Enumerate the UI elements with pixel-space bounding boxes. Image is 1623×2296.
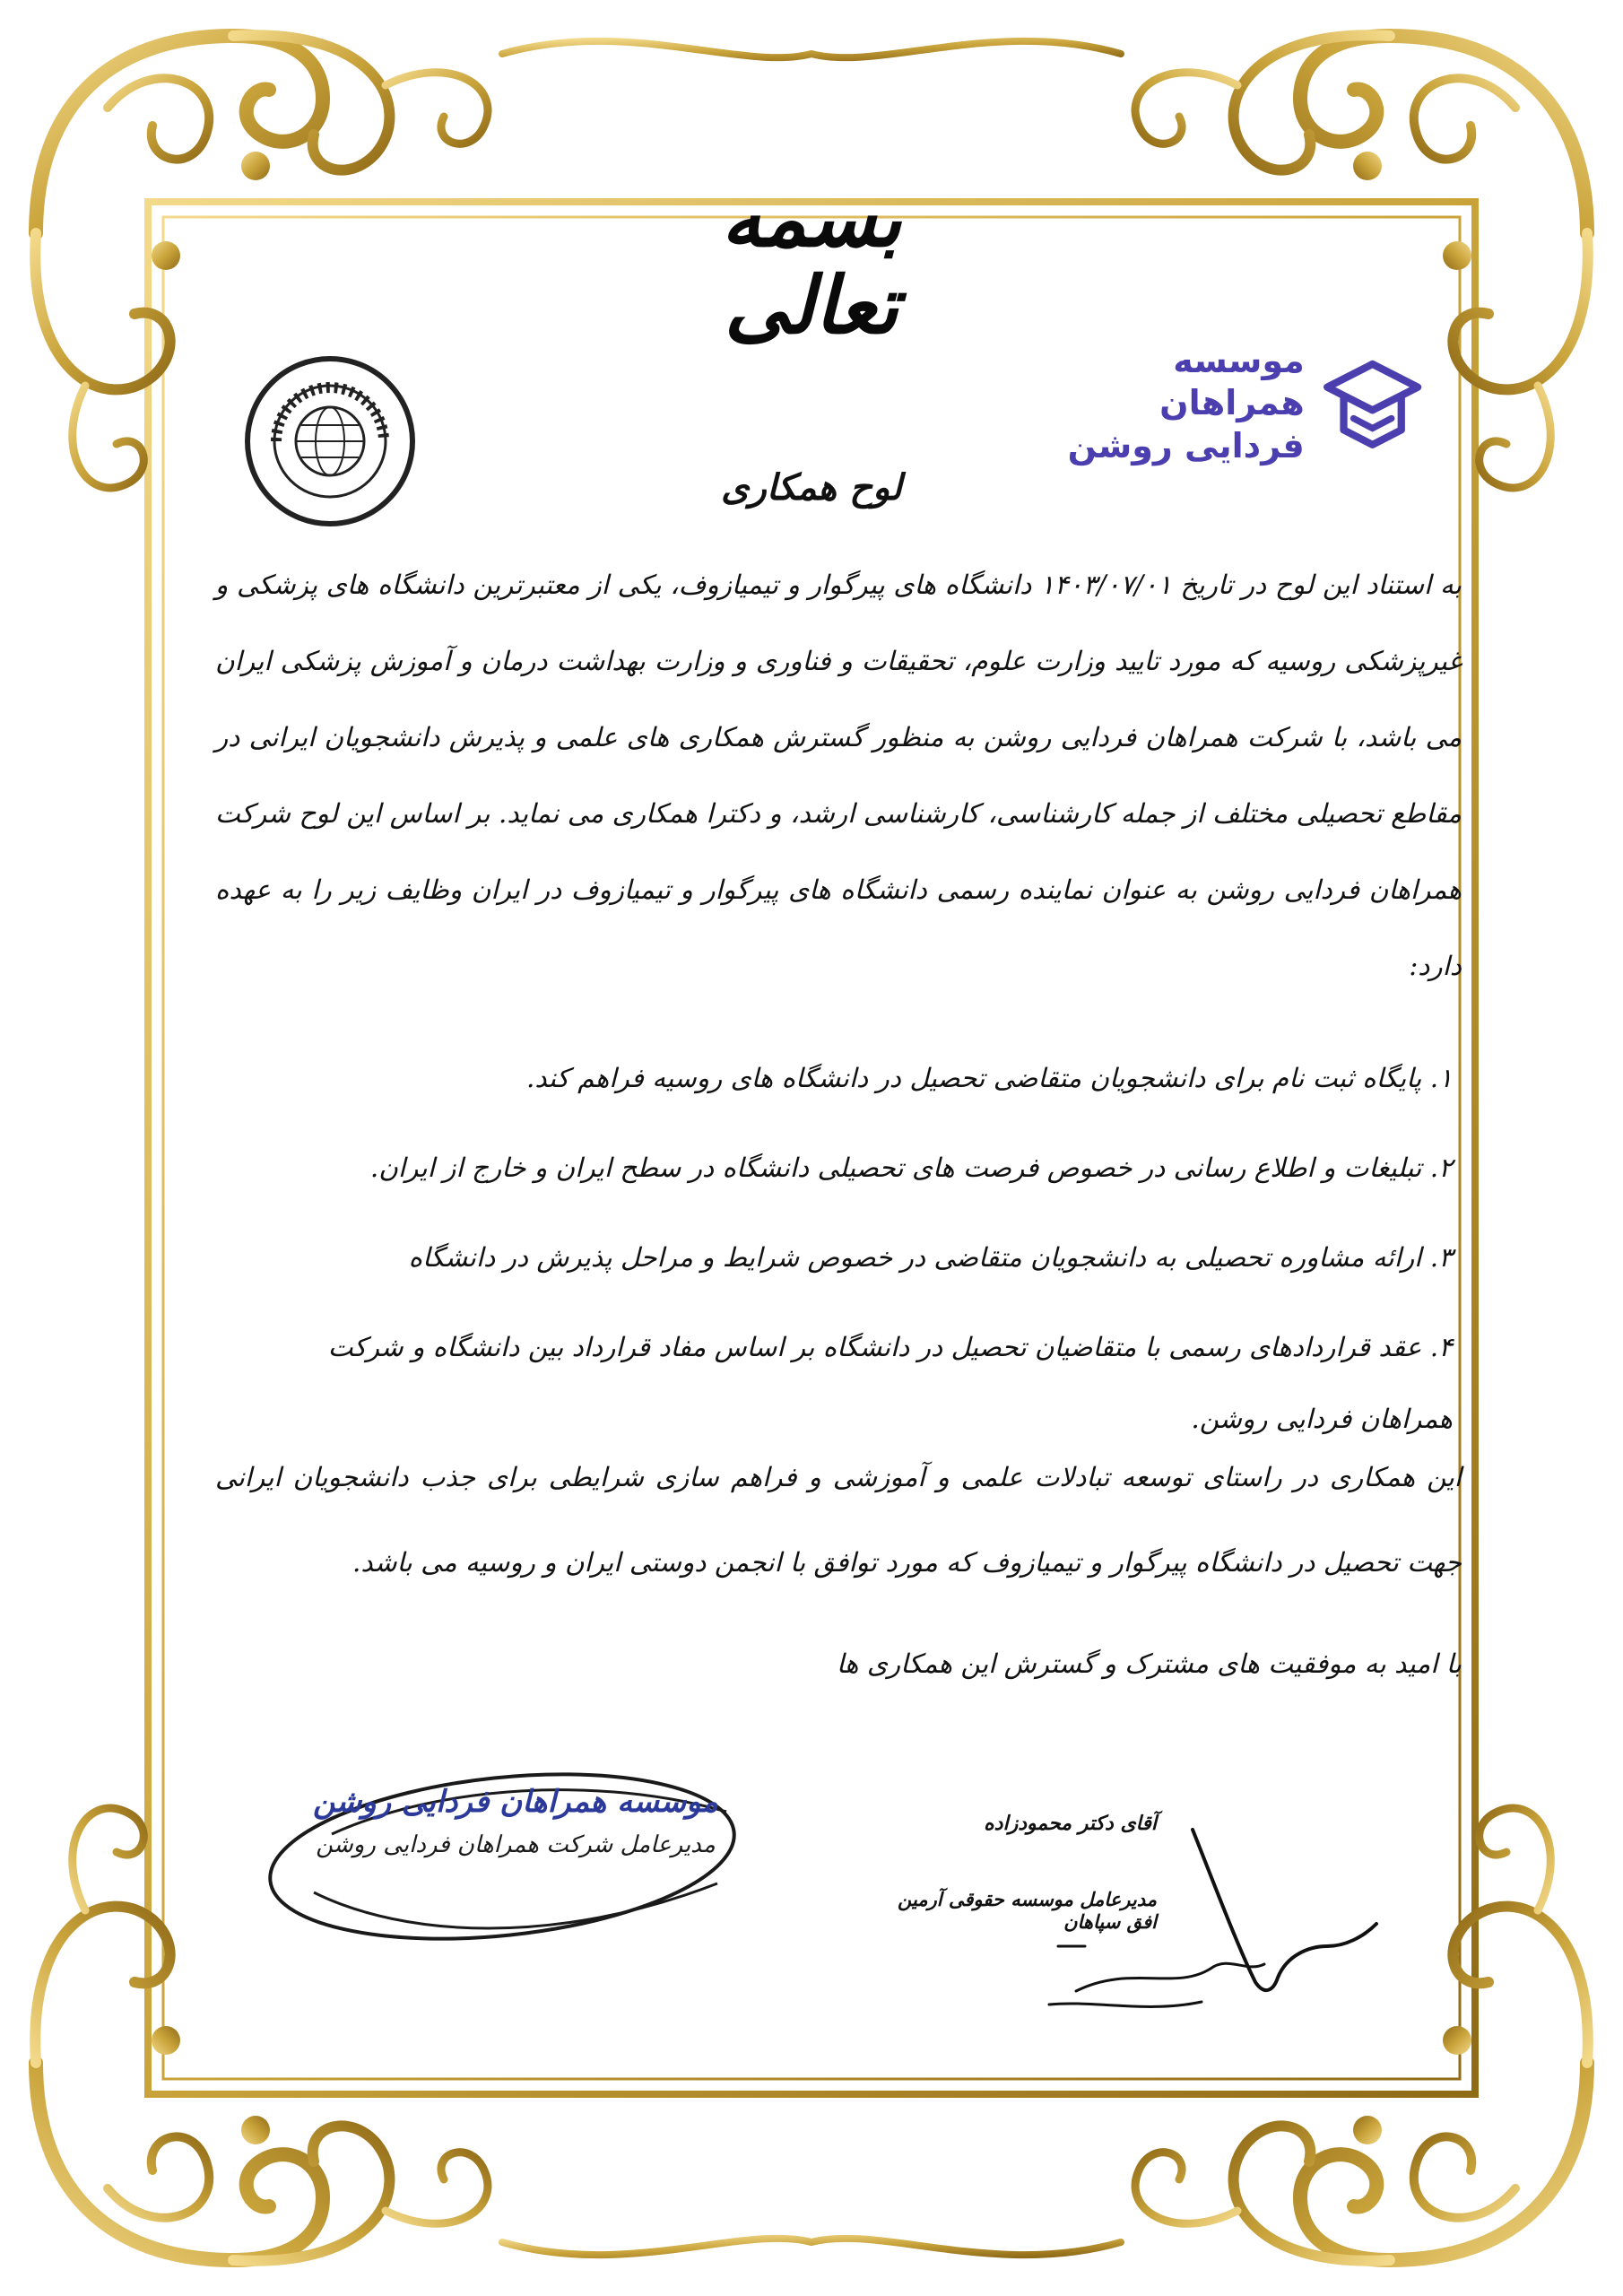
duties-list bbox=[269, 1042, 1453, 1434]
intro-paragraph: به استناد این لوح در تاریخ ۱۴۰۳/۰۷/۰۱ دانشگاه های پیرگوار و تیمیازوف، یکی از معتبرترین دانشگاه های پزشکی و غیرپزشکی روسیه که مورد تایید وزارت علوم، تحقیقات و فناوری و وزارت بهداشت درمان و آموزش پزشکی ایران می باشد، با شرکت همراهان فردایی روشن به منظور گسترش همکاری های علمی و پذیرش دانشجویان ایرانی در مقاطع تحصیلی مختلف از جمله کارشناسی، کارشناسی ارشد، و دکترا همکاری می نماید. بر اساس این لوح شرکت همراهان فردایی روشن به عنوان نماینده رسمی دانشگاه های پیرگوار و تیمیازوف در ایران وظایف زیر را به عهده دارد: bbox=[215, 570, 1462, 981]
handwritten-signature bbox=[1022, 1812, 1381, 2018]
stamp-line-1: موسسه همراهان فردایی روشن bbox=[313, 1784, 718, 1820]
bismillah-heading: بسمه تعالی bbox=[721, 171, 902, 352]
list-item: ۴. عقد قراردادهای رسمی با متقاضیان تحصیل در دانشگاه بر اساس مفاد قرارداد بین دانشگاه و شرکت همراهان فردایی روشن. bbox=[327, 1332, 1453, 1434]
stamp-line-2: مدیرعامل شرکت همراهان فردایی روشن bbox=[316, 1831, 716, 1858]
list-item: ۳. ارائه مشاوره تحصیلی به دانشجویان متقاضی در خصوص شرایط و مراحل پذیرش در دانشگاه bbox=[408, 1242, 1453, 1273]
graduation-cap-icon bbox=[1319, 350, 1426, 457]
list-item: ۲. تبلیغات و اطلاع رسانی در خصوص فرصت های تحصیلی دانشگاه در سطح ایران و خارج از ایران. bbox=[369, 1152, 1453, 1183]
institute-seal bbox=[240, 352, 420, 531]
company-logo bbox=[1040, 340, 1426, 465]
document-title: لوح همکاری bbox=[721, 466, 902, 509]
list-item: ۱. پایگاه ثبت نام برای دانشجویان متقاضی تحصیل در دانشگاه های روسیه فراهم کند. bbox=[525, 1063, 1453, 1093]
logo-line-1: موسسه همراهان bbox=[1159, 340, 1305, 423]
company-stamp-text bbox=[309, 1780, 722, 1866]
signatory-name: آقای دکتر محمودزاده bbox=[984, 1812, 1157, 1835]
closing-wish: با امید به موفقیت های مشترک و گسترش این همکاری ها bbox=[836, 1648, 1462, 1679]
logo-line-2: فردایی روشن bbox=[1067, 425, 1305, 465]
closing-paragraph: این همکاری در راستای توسعه تبادلات علمی و آموزشی و فراهم سازی شرایطی برای جذب دانشجویان ایرانی جهت تحصیل در دانشگاه پیرگوار و تیمیازوف که مورد توافق با انجمن دوستی ایران و روسیه می باشد. bbox=[215, 1462, 1462, 1578]
signatory-role: مدیرعامل موسسه حقوقی آرمین افق سپاهان bbox=[898, 1888, 1157, 1933]
